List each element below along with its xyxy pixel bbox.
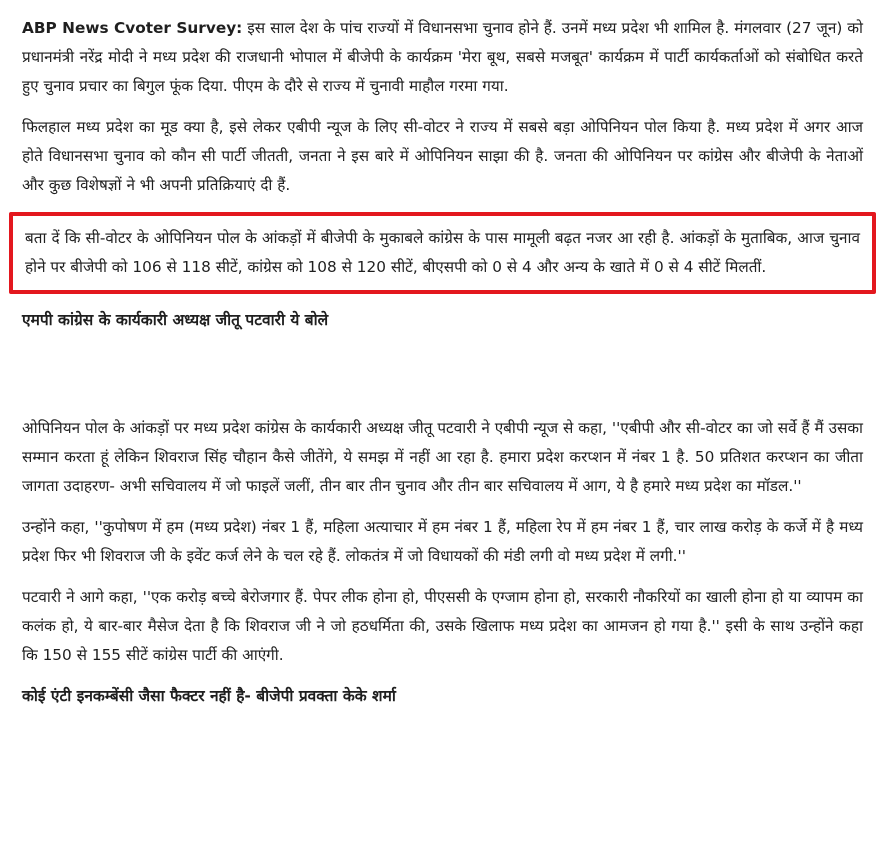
patwari-quote-paragraph: ओपिनियन पोल के आंकड़ों पर मध्य प्रदेश कांग्रेस के कार्यकारी अध्यक्ष जीतू पटवारी ने एबीपी न्यूज से कहा, ''एबीपी और सी-वोटर का जो सर्वे हैं मैं उसका सम्मान करता हूं लेकिन शिवराज सिंह चौहान कैसे जीतेंगे, ये समझ में नहीं आ रहा है. हमारा प्रदेश करप्शन में नंबर 1 है. 50 प्रतिशत करप्शन का जीता जागता उदाहरण- अभी सचिवालय में जो फाइलें जलीं, तीन बार तीन चुनाव और तीन बार सचिवालय में आग, ये है हमारे मध्य प्रदेश का मॉडल.'' [22,419,864,495]
malnutrition-quote-paragraph: उन्होंने कहा, ''कुपोषण में हम (मध्य प्रदेश) नंबर 1 हैं, महिला अत्याचार में हम नंबर 1 हैं, महिला रेप में हम नंबर 1 हैं, चार लाख करोड़ के कर्जे में है मध्य प्रदेश फिर भी शिवराज जी के इवेंट कर्ज लेने के चल रहे हैं. लोकतंत्र में जो विधायकों की मंडी लगी वो मध्य प्रदेश में लगी.'' [22,518,863,565]
intro-paragraph [22,14,863,101]
bjp-subheading: कोई एंटी इनकम्बेंसी जैसा फैक्टर नहीं है- बीजेपी प्रवक्ता केके शर्मा [22,687,396,705]
intro-paragraph-text: इस साल देश के पांच राज्यों में विधानसभा चुनाव होने हैं. उनमें मध्य प्रदेश भी शामिल है. मंगलवार (27 जून) को प्रधानमंत्री नरेंद्र मोदी ने मध्य प्रदेश की राजधानी भोपाल में बीजेपी के कार्यक्रम 'मेरा बूथ, सबसे मजबूत' कार्यक्रम में पार्टी कार्यकर्ताओं को संबोधित करते हुए चुनाव प्रचार का बिगुल फूंक दिया. पीएम के दौरे से राज्य में चुनावी माहौल गरमा गया. [22,19,863,95]
mood-paragraph: फिलहाल मध्य प्रदेश का मूड क्या है, इसे लेकर एबीपी न्यूज के लिए सी-वोटर ने राज्य में सबसे बड़ा ओपिनियन पोल किया है. मध्य प्रदेश में अगर आज होते विधानसभा चुनाव को कौन सी पार्टी जीतती, जनता ने इस बारे में ओपिनियन साझा की है. जनता की ओपिनियन पर कांग्रेस और बीजेपी के नेताओं और कुछ विशेषज्ञों ने भी अपनी प्रतिक्रियाएं दी हैं. [22,118,863,194]
survey-lead-label: ABP News Cvoter Survey: [22,19,243,37]
congress-subheading: एमपी कांग्रेस के कार्यकारी अध्यक्ष जीतू पटवारी ये बोले [22,311,329,329]
unemployment-quote-paragraph: पटवारी ने आगे कहा, ''एक करोड़ बच्चे बेरोजगार हैं. पेपर लीक होना हो, पीएससी के एग्जाम होना हो, सरकारी नौकरियों का खाली होना हो या व्यापम का कलंक हो, ये बार-बार मैसेज देता है कि शिवराज जी ने जो हठधर्मिता की, उसके खिलाफ मध्य प्रदेश का आमजन हो गया है.'' इसी के साथ उन्होंने कहा कि 150 से 155 सीटें कांग्रेस पार्टी की आएंगी. [22,588,863,664]
embed-placeholder [22,334,863,414]
highlighted-poll-results-box [9,212,876,294]
poll-results-paragraph: बता दें कि सी-वोटर के ओपिनियन पोल के आंकड़ों में बीजेपी के मुकाबले कांग्रेस के पास मामूली बढ़त नजर आ रही है. आंकड़ों के मुताबिक, आज चुनाव होने पर बीजेपी को 106 से 118 सीटें, कांग्रेस को 108 से 120 सीटें, बीएसपी को 0 से 4 और अन्य के खाते में 0 से 4 सीटें मिलतीं. [25,229,860,276]
